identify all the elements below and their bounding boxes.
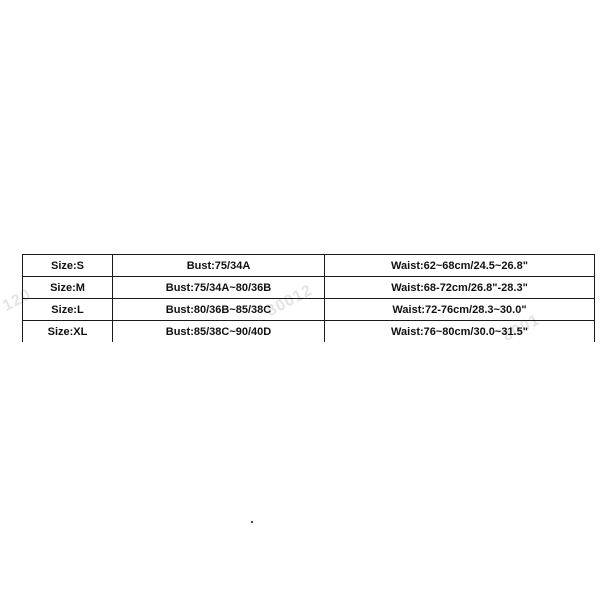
waist-cell: Waist:68-72cm/26.8"-28.3" bbox=[325, 277, 595, 299]
bust-cell: Bust:80/36B~85/38C bbox=[113, 299, 325, 321]
size-chart-table bbox=[22, 254, 595, 342]
size-cell: Size:XL bbox=[23, 321, 113, 343]
table-row bbox=[23, 299, 595, 321]
size-cell: Size:M bbox=[23, 277, 113, 299]
stray-dot bbox=[251, 521, 253, 523]
table-row bbox=[23, 255, 595, 277]
table-row bbox=[23, 277, 595, 299]
watermark-text: 80012 bbox=[264, 281, 316, 321]
waist-cell: Waist:76~80cm/30.0~31.5" bbox=[325, 321, 595, 343]
bust-cell: Bust:75/34A bbox=[113, 255, 325, 277]
watermark-text: 8001 bbox=[500, 311, 543, 346]
bust-cell: Bust:85/38C~90/40D bbox=[113, 321, 325, 343]
table-row bbox=[23, 321, 595, 343]
size-cell: Size:L bbox=[23, 299, 113, 321]
waist-cell: Waist:62~68cm/24.5~26.8" bbox=[325, 255, 595, 277]
size-cell: Size:S bbox=[23, 255, 113, 277]
watermark-text: 120 bbox=[0, 286, 35, 316]
bust-cell: Bust:75/34A~80/36B bbox=[113, 277, 325, 299]
waist-cell: Waist:72-76cm/28.3~30.0" bbox=[325, 299, 595, 321]
